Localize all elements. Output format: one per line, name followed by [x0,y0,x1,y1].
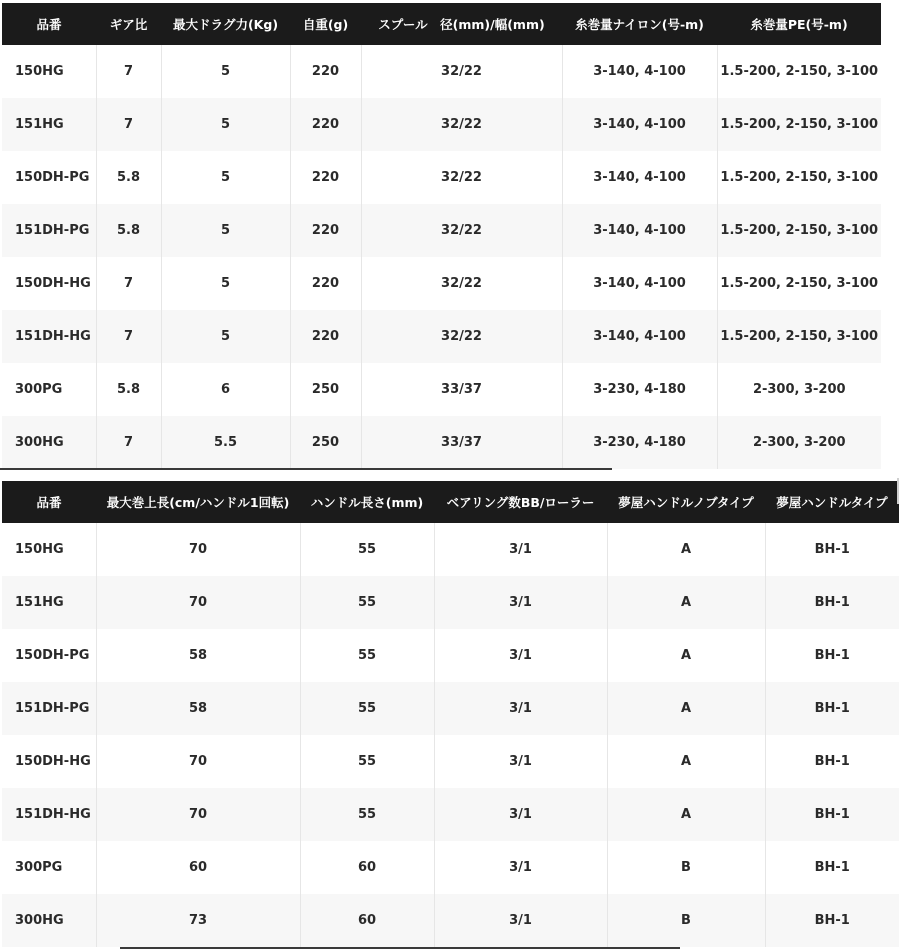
column-header-model: 品番 [2,481,96,523]
cell-weight: 250 [290,363,361,416]
spec-table-1 [2,3,881,469]
column-header-handle-length: ハンドル長さ(mm) [300,481,434,523]
cell-knob-type: B [607,841,765,894]
cell-pe-capacity: 1.5-200, 2-150, 3-100 [717,45,881,98]
cell-handle-type: BH-1 [765,523,899,576]
cell-gear-ratio: 5.8 [96,363,161,416]
cell-spool: 32/22 [361,310,562,363]
cell-knob-type: B [607,894,765,947]
cell-max-drag: 5 [161,257,290,310]
cell-handle-type: BH-1 [765,735,899,788]
cell-gear-ratio: 7 [96,45,161,98]
cell-model: 151DH-PG [2,682,96,735]
table-row [2,363,881,416]
cell-handle-length: 55 [300,523,434,576]
cell-knob-type: A [607,682,765,735]
table-header-row [2,3,881,45]
cell-handle-type: BH-1 [765,894,899,947]
cell-max-retrieve: 73 [96,894,300,947]
cell-model: 300HG [2,416,96,469]
cell-pe-capacity: 2-300, 3-200 [717,416,881,469]
cell-nylon-capacity: 3-140, 4-100 [562,204,717,257]
column-header-weight: 自重(g) [290,3,361,45]
cell-model: 150DH-PG [2,151,96,204]
column-header-bearings: ベアリング数BB/ローラー [434,481,607,523]
column-header-handle-type: 夢屋ハンドルタイプ [765,481,899,523]
cell-spool: 33/37 [361,416,562,469]
cell-weight: 250 [290,416,361,469]
cell-gear-ratio: 5.8 [96,204,161,257]
cell-nylon-capacity: 3-140, 4-100 [562,257,717,310]
cell-handle-length: 55 [300,682,434,735]
cell-model: 151DH-HG [2,788,96,841]
table-row [2,45,881,98]
cell-nylon-capacity: 3-140, 4-100 [562,310,717,363]
cell-knob-type: A [607,735,765,788]
cell-spool: 32/22 [361,204,562,257]
cell-max-retrieve: 70 [96,576,300,629]
cell-gear-ratio: 5.8 [96,151,161,204]
cell-max-drag: 5.5 [161,416,290,469]
cell-model: 150DH-PG [2,629,96,682]
cell-bearings: 3/1 [434,576,607,629]
cell-bearings: 3/1 [434,682,607,735]
cell-model: 150HG [2,523,96,576]
cell-handle-length: 55 [300,735,434,788]
cell-nylon-capacity: 3-140, 4-100 [562,45,717,98]
column-header-max-drag: 最大ドラグ力(Kg) [161,3,290,45]
cell-model: 150DH-HG [2,257,96,310]
cell-max-drag: 5 [161,310,290,363]
column-header-spool: スプール 径(mm)/幅(mm) [361,3,562,45]
table-row [2,576,899,629]
cell-model: 151DH-HG [2,310,96,363]
cell-handle-type: BH-1 [765,629,899,682]
cell-pe-capacity: 2-300, 3-200 [717,363,881,416]
cell-model: 300PG [2,841,96,894]
cell-knob-type: A [607,788,765,841]
table-row [2,310,881,363]
column-header-knob-type: 夢屋ハンドルノブタイプ [607,481,765,523]
spec-table-2 [2,481,899,947]
cell-model: 150HG [2,45,96,98]
cell-spool: 32/22 [361,151,562,204]
horizontal-scrollbar[interactable] [120,947,680,949]
cell-max-drag: 5 [161,98,290,151]
cell-bearings: 3/1 [434,629,607,682]
cell-nylon-capacity: 3-230, 4-180 [562,363,717,416]
cell-weight: 220 [290,257,361,310]
table-row [2,894,899,947]
cell-knob-type: A [607,576,765,629]
cell-model: 151HG [2,576,96,629]
cell-max-retrieve: 58 [96,682,300,735]
cell-bearings: 3/1 [434,735,607,788]
cell-nylon-capacity: 3-140, 4-100 [562,151,717,204]
cell-pe-capacity: 1.5-200, 2-150, 3-100 [717,151,881,204]
cell-handle-length: 60 [300,894,434,947]
cell-weight: 220 [290,98,361,151]
cell-pe-capacity: 1.5-200, 2-150, 3-100 [717,98,881,151]
cell-nylon-capacity: 3-140, 4-100 [562,98,717,151]
cell-handle-type: BH-1 [765,788,899,841]
cell-weight: 220 [290,45,361,98]
column-header-pe-capacity: 糸巻量PE(号-m) [717,3,881,45]
cell-max-retrieve: 58 [96,629,300,682]
cell-max-drag: 5 [161,151,290,204]
table-row [2,204,881,257]
table-row [2,788,899,841]
cell-gear-ratio: 7 [96,416,161,469]
cell-pe-capacity: 1.5-200, 2-150, 3-100 [717,310,881,363]
cell-model: 300HG [2,894,96,947]
table-row [2,151,881,204]
cell-max-retrieve: 70 [96,523,300,576]
cell-max-drag: 5 [161,204,290,257]
cell-gear-ratio: 7 [96,310,161,363]
cell-max-retrieve: 70 [96,788,300,841]
column-header-gear-ratio: ギア比 [96,3,161,45]
cell-handle-length: 60 [300,841,434,894]
cell-weight: 220 [290,310,361,363]
cell-gear-ratio: 7 [96,257,161,310]
cell-pe-capacity: 1.5-200, 2-150, 3-100 [717,257,881,310]
table-row [2,98,881,151]
cell-bearings: 3/1 [434,523,607,576]
cell-handle-length: 55 [300,576,434,629]
column-header-nylon-capacity: 糸巻量ナイロン(号-m) [562,3,717,45]
cell-model: 150DH-HG [2,735,96,788]
table-row [2,416,881,469]
table-edge-divider [897,478,899,504]
column-header-max-retrieve: 最大巻上長(cm/ハンドル1回転) [96,481,300,523]
cell-handle-type: BH-1 [765,682,899,735]
table-row [2,523,899,576]
cell-spool: 32/22 [361,257,562,310]
cell-knob-type: A [607,629,765,682]
table-row [2,257,881,310]
cell-handle-type: BH-1 [765,576,899,629]
cell-gear-ratio: 7 [96,98,161,151]
cell-weight: 220 [290,151,361,204]
cell-model: 151HG [2,98,96,151]
cell-pe-capacity: 1.5-200, 2-150, 3-100 [717,204,881,257]
cell-handle-type: BH-1 [765,841,899,894]
cell-spool: 32/22 [361,45,562,98]
cell-knob-type: A [607,523,765,576]
cell-bearings: 3/1 [434,841,607,894]
cell-handle-length: 55 [300,629,434,682]
cell-bearings: 3/1 [434,788,607,841]
cell-max-drag: 6 [161,363,290,416]
cell-nylon-capacity: 3-230, 4-180 [562,416,717,469]
cell-model: 151DH-PG [2,204,96,257]
cell-max-retrieve: 60 [96,841,300,894]
cell-max-retrieve: 70 [96,735,300,788]
table-row [2,735,899,788]
cell-spool: 33/37 [361,363,562,416]
cell-spool: 32/22 [361,98,562,151]
cell-max-drag: 5 [161,45,290,98]
cell-weight: 220 [290,204,361,257]
cell-bearings: 3/1 [434,894,607,947]
table-row [2,682,899,735]
table-header-row [2,481,899,523]
horizontal-scrollbar[interactable] [0,468,612,470]
table-row [2,629,899,682]
cell-model: 300PG [2,363,96,416]
column-header-model: 品番 [2,3,96,45]
cell-handle-length: 55 [300,788,434,841]
table-row [2,841,899,894]
